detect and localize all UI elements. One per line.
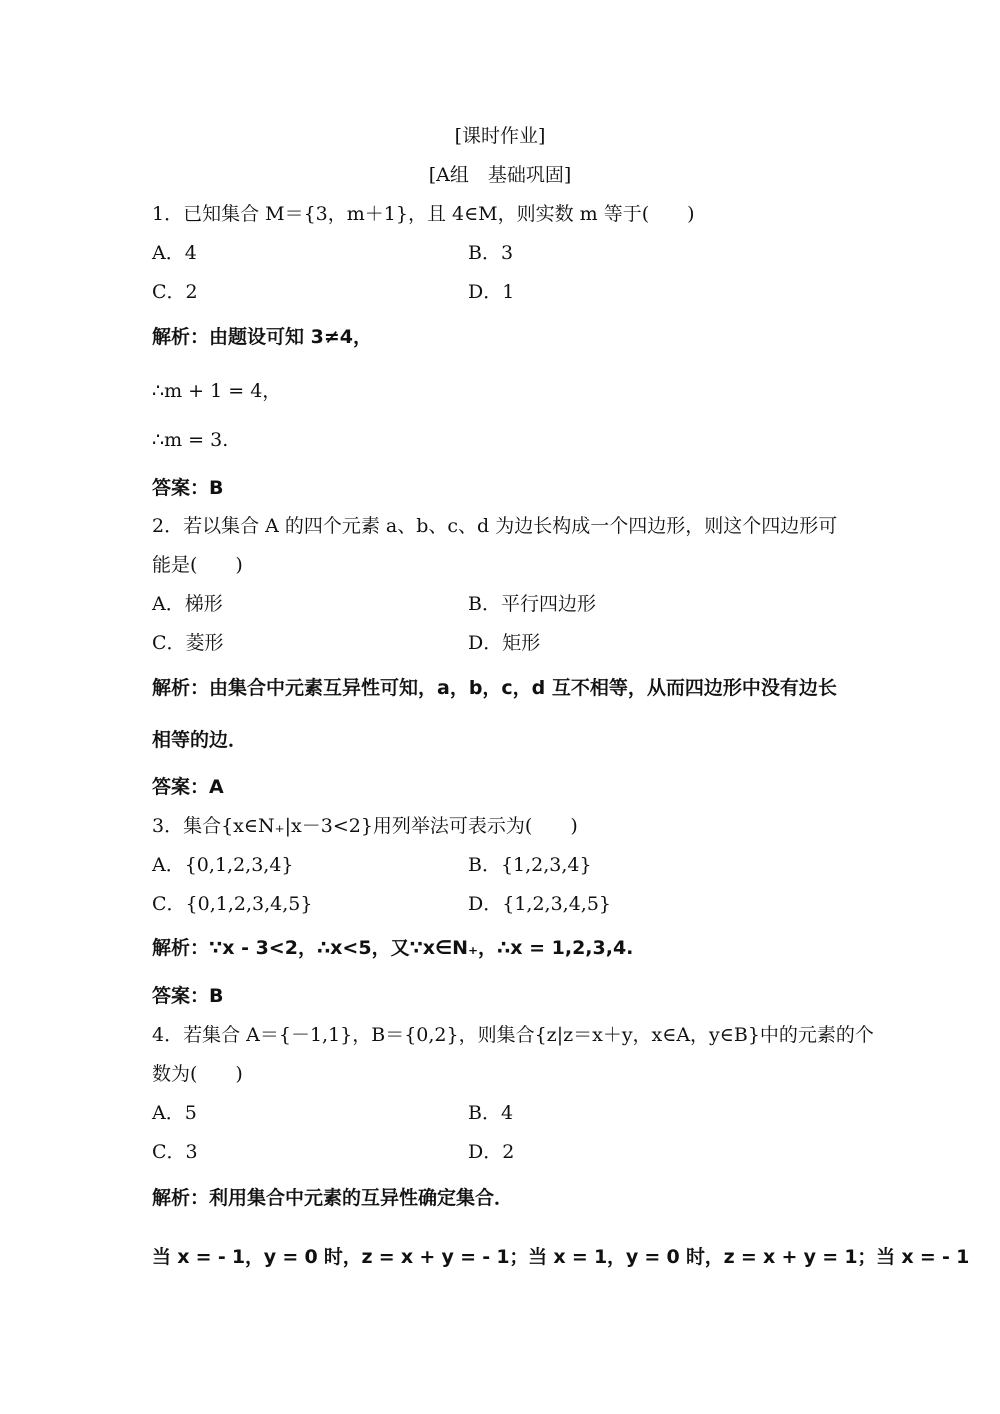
q1-option-b: B．3 (468, 242, 514, 264)
q4-option-b: B．4 (468, 1102, 514, 1124)
q4-stem-line-2: 数为( ) (152, 1063, 243, 1085)
section-subtitle: [A组 基础巩固] (428, 164, 572, 186)
q1-analysis-step-3: ∴m = 3. (152, 429, 229, 451)
q4-stem-line-1: 4．若集合 A＝{－1,1}，B＝{0,2}，则集合{z|z＝x＋y，x∈A，y∈B}中的元素的个 (152, 1024, 874, 1046)
q2-analysis-line-2: 相等的边． (152, 729, 248, 751)
q1-option-a: A．4 (152, 242, 197, 264)
q4-analysis-line-2: 当 x = - 1，y = 0 时，z = x + y = - 1；当 x = 1，y = 0 时，z = x + y = 1；当 x = - 1 (152, 1246, 970, 1268)
q3-answer: 答案：B (152, 985, 224, 1007)
q1-analysis (152, 325, 372, 349)
q2-analysis-line-1: 解析：由集合中元素互异性可知，a，b，c，d 互不相等，从而四边形中没有边长 (152, 677, 837, 699)
q4-analysis-line-1: 解析：利用集合中元素的互异性确定集合． (152, 1187, 514, 1209)
q2-stem-line-2: 能是( ) (152, 554, 243, 576)
q3-analysis: 解析：∵x - 3<2，∴x<5，又∵x∈N₊，∴x = 1,2,3,4. (152, 937, 634, 959)
q3-option-b: B．{1,2,3,4} (468, 854, 592, 876)
q1-answer: 答案：B (152, 477, 224, 499)
page-title: [课时作业] (454, 125, 546, 147)
q2-stem-line-1: 2．若以集合 A 的四个元素 a、b、c、d 为边长构成一个四边形，则这个四边形可 (152, 515, 838, 537)
q1-stem: 1．已知集合 M＝{3，m＋1}，且 4∈M，则实数 m 等于( ) (152, 203, 695, 225)
q3-option-c: C．{0,1,2,3,4,5} (152, 893, 313, 915)
q1-analysis-text: 由题设可知 3≠4， (209, 326, 372, 348)
analysis-label: 解析： (152, 326, 210, 348)
q1-analysis-step-2: ∴m + 1 = 4， (152, 380, 282, 402)
q2-option-a: A．梯形 (152, 593, 223, 615)
q1-option-c: C．2 (152, 281, 198, 303)
q2-answer: 答案：A (152, 776, 224, 798)
q4-option-c: C．3 (152, 1141, 198, 1163)
q2-option-d: D．矩形 (468, 632, 541, 654)
q2-option-b: B．平行四边形 (468, 593, 596, 615)
q4-option-d: D．2 (468, 1141, 515, 1163)
q3-option-d: D．{1,2,3,4,5} (468, 893, 612, 915)
q4-option-a: A．5 (152, 1102, 197, 1124)
q1-option-d: D．1 (468, 281, 515, 303)
q2-option-c: C．菱形 (152, 632, 224, 654)
q3-option-a: A．{0,1,2,3,4} (152, 854, 294, 876)
q3-stem: 3．集合{x∈N₊|x－3<2}用列举法可表示为( ) (152, 815, 578, 837)
